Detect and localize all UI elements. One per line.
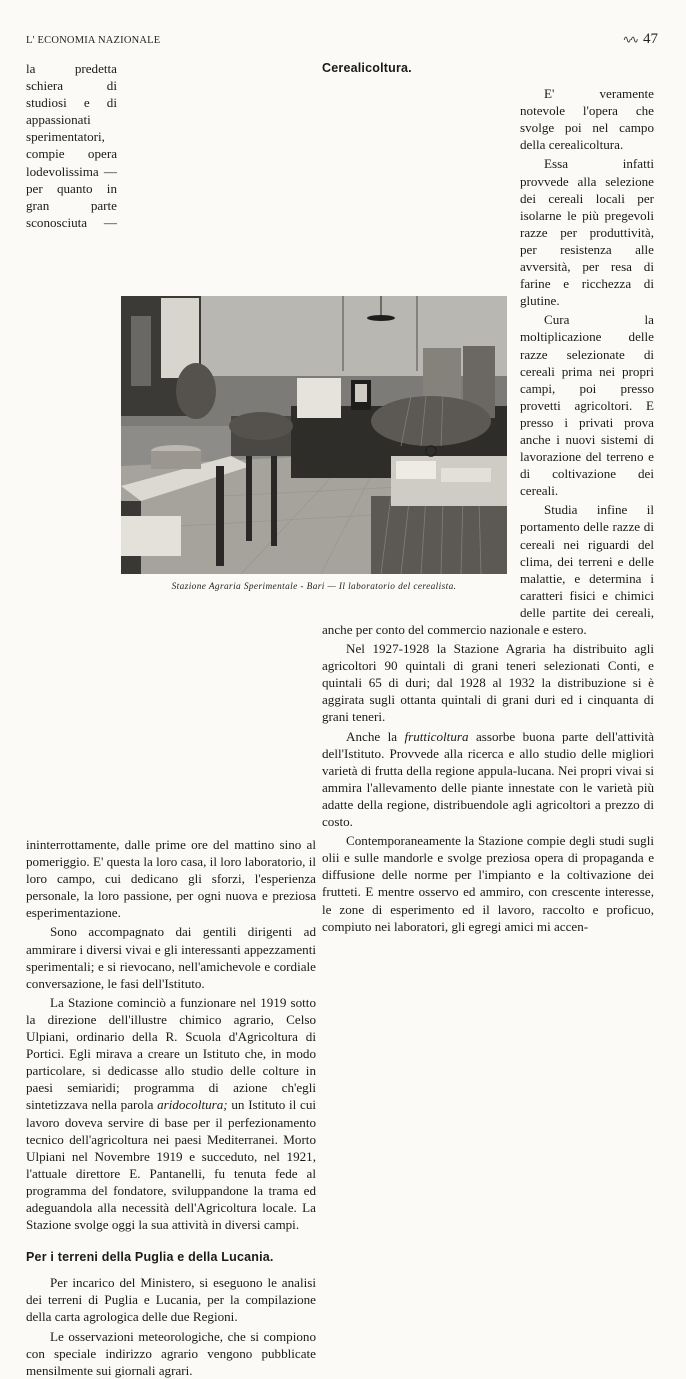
figure: [121, 296, 507, 592]
figure-caption: Stazione Agraria Sperimentale - Bari — Il laboratorio del cerealista.: [171, 582, 457, 592]
paragraph: la predetta schiera di studiosi e di appassionati sperimentatori, compie opera lodevolissima — per quanto in gran parte sconosciuta — ininterrottamente, dalle prime ore del mattino sino al pomeriggio. E' questa la loro casa, il loro laboratorio, il loro campo, cui dedicano gli sforzi, l'esperienza personale, la loro passione, per ogni nuova e preziosa esperimentazione.: [26, 61, 316, 921]
emphasis-term: aridocoltura;: [157, 1097, 228, 1113]
running-header: [26, 31, 658, 49]
paragraph-text: assorbe buona parte dell'attività dell'Istituto. Provvede alla ricerca e allo studio delle migliori varietà di frutta della regione appula-lucana. Nei propri vivai si ammira l'allevamento delle piante innestate con le varietà più adatte della regione, distribuendole agli agricoltori a prezzo di costo.: [322, 728, 655, 830]
paragraph: Nel 1927-1928 la Stazione Agraria ha distribuito agli agricoltori 90 quintali di grani teneri selezionati Conti, e quintali 65 di duri; dal 1928 al 1932 la distribuzione si è aggirata sugli ottanta quintali di grani duri ed i cinquanta di grani teneri.: [322, 641, 654, 725]
paragraph: E' veramente notevole l'opera che svolge poi nel campo della cerealicoltura.: [520, 86, 654, 153]
paragraph: Studia infine il portamento delle razze di cereali nei riguardi del clima, dei terreni e delle malattie, e determina i caratteri fisici e chimici delle partite dei cereali, anche per conto del commercio nazionale e estero.: [322, 502, 654, 637]
paragraph: Le osservazioni meteorologiche, che si compiono con speciale indirizzo agrario vengono pubblicate mensilmente sui giornali agrari.: [26, 1328, 316, 1378]
section-heading: Per i terreni della Puglia e della Lucania.: [26, 1250, 274, 1265]
running-title: L' ECONOMIA NAZIONALE: [26, 35, 161, 46]
paragraph: Contemporaneamente la Stazione compie degli studi sugli olii e sulle mandorle e svolge preziosa opera di propaganda e diffusione delle norme per l'impianto e la coltivazione dei frutteti. E mentre osservo ed ammiro, con crescente interesse, le zone di esperimento ed il lavoro, raccolto e proficuo, compiuto nei laboratori, gli egregi amici mi accen-: [322, 833, 654, 934]
laboratory-photo: [121, 296, 507, 574]
paragraph-text: Anche la: [346, 728, 405, 744]
paragraph: Cura la moltiplicazione delle razze selezionate di cereali prima nei propri campi, poi presso provetti agricoltori. E presso i privati prova anche i nuovi sistemi di lavorazione del terreno e di coltivazione dei cereali.: [520, 312, 654, 499]
paragraph-text: La Stazione cominciò a funzionare nel 1919 sotto la direzione dell'illustre chimico agrario, Celso Ulpiani, ordinario della R. Scuola d'Agricoltura di Portici. Egli mirava a creare un Istituto che, in modo particolare, si dedicasse allo studio delle colture in paesi semiaridi; programma di azione ch'egli sintetizzava nella parola: [26, 994, 316, 1113]
paragraph: Per incarico del Ministero, si eseguono le analisi dei terreni di Puglia e Lucania, per la compilazione della carta agrologica delle due Regioni.: [26, 1275, 316, 1325]
photo-illustration: [121, 296, 507, 574]
paragraph: [26, 994, 316, 1233]
paragraph: Sono accompagnato dai gentili dirigenti ad ammirare i diversi vivai e gli interessanti appezzamenti sperimentali; e si rievocano, nell'amichevole e cordiale conversazione, le fasi dell'Istituto.: [26, 924, 316, 991]
page-number: 47: [643, 31, 658, 47]
folio: [623, 31, 658, 48]
left-column: [26, 60, 316, 1379]
emphasis-term: frutticoltura: [404, 728, 469, 744]
paragraph-text: un Istituto il cui lavoro doveva servire di base per il perfezionamento tecnico dell'agricoltura nei paesi Mediterranei. Morto Ulpiani nel Novembre 1919 e succeduto, nel 1921, l'attuale direttore E. Pantanelli, fu tenuta fede al programma del fondatore, sviluppandone la trama ed adeguandola alla necessità dell'Agricoltura locale. La Stazione svolge oggi la sua attività in diversi campi.: [26, 1097, 317, 1233]
paragraph: Essa infatti provvede alla selezione dei cereali locali per isolarne le più pregevoli razze per produttività, per resistenza alle avversità, per resa di farine e ricchezza di glutine.: [520, 156, 654, 309]
paragraph: [322, 728, 654, 831]
section-heading: Cerealicoltura.: [322, 61, 412, 75]
ornament-icon: ∿∿: [622, 33, 637, 46]
